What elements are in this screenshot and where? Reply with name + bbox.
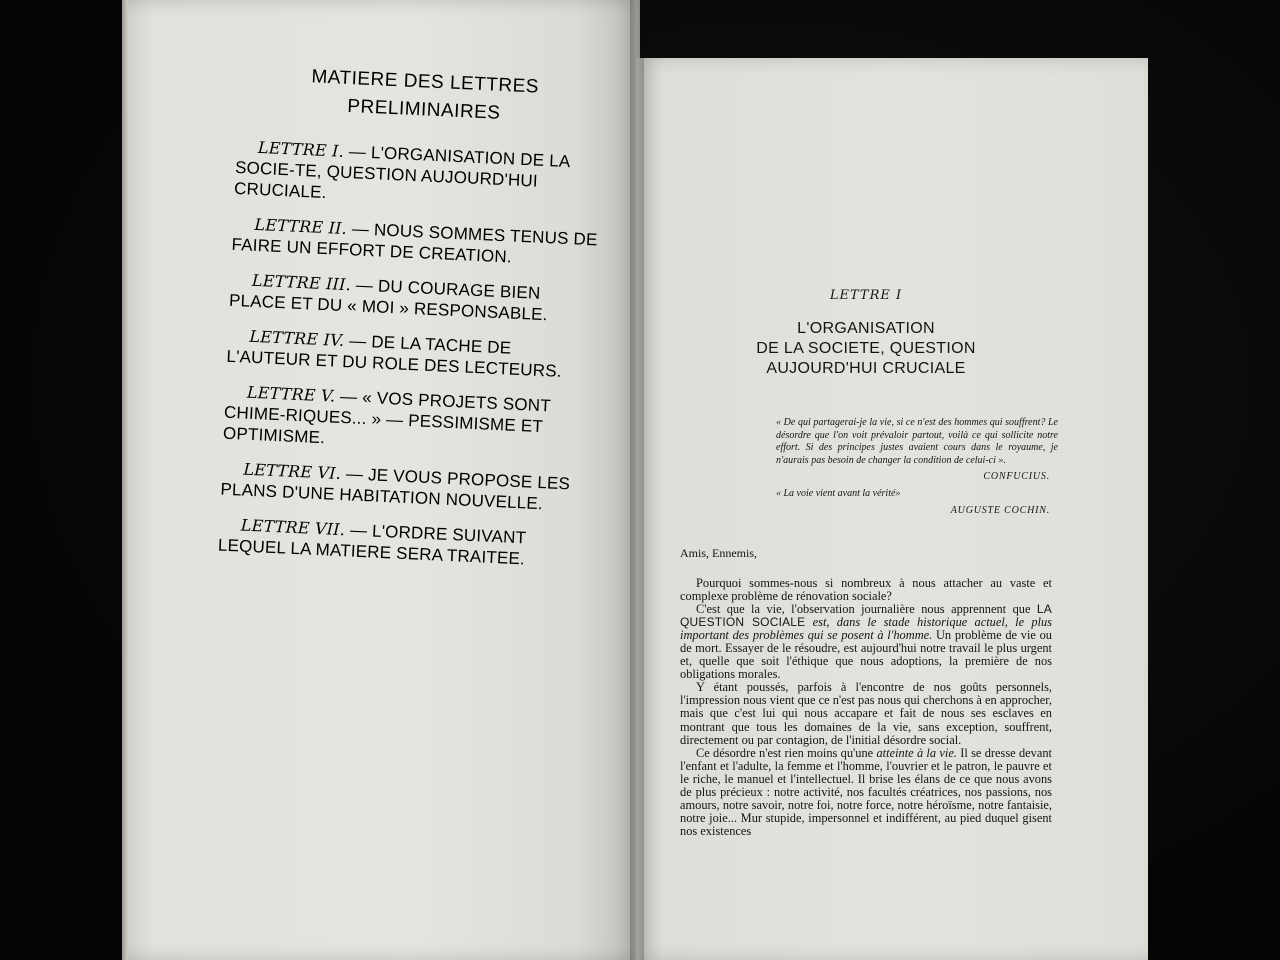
epigraph-attribution: CONFUCIUS.: [983, 471, 1050, 482]
toc-entry-text: DU COURAGE BIEN PLACE ET DU « MOI » RESPONSABLE.: [228, 276, 549, 325]
toc-entry-label: LETTRE VII.: [240, 515, 346, 540]
toc-entry-dash: —: [334, 386, 363, 407]
toc-entry-text: L'ORGANISATION DE LA SOCIE-TE, QUESTION AUJOURD'HUI CRUCIALE.: [233, 143, 570, 203]
toc-entry-dash: —: [343, 141, 372, 163]
body-paragraph: [680, 747, 1052, 839]
body-text-run: C'est que la vie, l'observation journalière nous apprennent que: [696, 601, 1037, 616]
book-gutter: [630, 0, 644, 960]
toc-entry-label: LETTRE V.: [246, 382, 336, 406]
toc-entry: [226, 325, 600, 384]
chapter-kicker: LETTRE I: [829, 288, 903, 303]
toc-entry: [217, 514, 591, 573]
toc-entry-dash: —: [340, 464, 369, 485]
toc-entry-dash: —: [346, 219, 375, 240]
table-of-contents: [217, 60, 612, 586]
toc-entry: [223, 381, 597, 461]
toc-entry-label: LETTRE I.: [257, 137, 345, 161]
body-paragraph: Pourquoi sommes-nous si nombreux à nous attacher au vaste et complexe problème de rénovation sociale?: [680, 575, 1052, 603]
body-paragraph: [680, 603, 1052, 682]
toc-entry-dash: —: [343, 331, 372, 352]
letter-one: [680, 288, 1058, 839]
body-text-italic: est, dans le stade historique actuel, le plus important des problèmes qui se posent à l'homme.: [680, 614, 1052, 642]
body-text: [680, 577, 1052, 839]
toc-title-line1: MATIERE DES LETTRES: [310, 66, 540, 98]
body-text-run: Ce désordre n'est rien moins qu'une: [696, 745, 877, 760]
toc-entry-label: LETTRE III.: [251, 270, 352, 295]
body-text-run: Il se dresse devant l'enfant et l'adulte, la femme et l'homme, l'ouvrier et le patron, le pauvre et le riche, le manuel et l'intellectuel. Il brise les élans de ce que nous avons de plus précieux : notre activité, nos facultés créatrices, nos passions, nos amours, notre savoir, notre foi, notre force, notre héroïsme, notre fantaisie, notre joie... Mur stupide, impersonnel et indifférent, au pied duquel gisent nos existences: [680, 745, 1052, 839]
chapter-title-line3: AUJOURD'HUI CRUCIALE: [766, 360, 966, 377]
toc-entry: [234, 136, 608, 216]
epigraph-quote: « De qui partagerai-je la vie, si ce n'est des hommes qui souffrent? Le désordre que l'on voit prévaloir partout, voilà ce qui sollicite notre effort. Si des principes justes avaient cours dans le royaume, je n'aurais pas besoin de changer la condition de celui-ci ».: [776, 417, 1058, 466]
chapter-title: [680, 319, 1052, 379]
toc-entry-text: L'ORDRE SUIVANT LEQUEL LA MATIERE SERA TRAITEE.: [217, 521, 527, 569]
chapter-title-line1: L'ORGANISATION: [797, 320, 935, 337]
toc-entry-dash: —: [344, 520, 373, 541]
toc-entry-text: NOUS SOMMES TENUS DE FAIRE UN EFFORT DE CREATION.: [231, 220, 598, 267]
toc-entry-label: LETTRE II.: [254, 214, 348, 239]
body-paragraph: Y étant poussés, parfois à l'encontre de nos goûts personnels, l'impression nous vient que ce n'est pas nous qui cherchons à en approcher, mais que c'est lui qui nous accapare et fait de nous ses esclaves en montrant que tous les domaines de la vie, sans exception, souffrent, directement ou par contagion, de l'initial désordre social.: [680, 680, 1052, 747]
chapter-title-line2: DE LA SOCIETE, QUESTION: [756, 340, 976, 357]
toc-entry-label: LETTRE VI.: [243, 459, 342, 484]
body-text-run: Un problème de vie ou de mort. Essayer de le résoudre, est aujourd'hui notre travail le plus urgent et, quelle que soit l'éthique que nous adoptions, la première de nos obligations morales.: [680, 627, 1052, 682]
toc-entry-text: DE LA TACHE DE L'AUTEUR ET DU ROLE DES LECTEURS.: [226, 332, 563, 381]
toc-entry: [229, 269, 603, 328]
body-text-caps: LA QUESTION SOCIALE: [680, 601, 1052, 629]
toc-entry-text: « VOS PROJETS SONT CHIME-RIQUES... » — PESSIMISME ET OPTIMISME.: [222, 387, 551, 448]
toc-entry: [231, 213, 605, 272]
toc-entry: [220, 458, 594, 517]
toc-entry-label: LETTRE IV.: [249, 326, 345, 351]
epigraph-quote: « La voie vient avant la vérité»: [776, 488, 901, 499]
epigraph-attribution: AUGUSTE COCHIN.: [950, 504, 1050, 516]
page-edge: [122, 0, 128, 960]
salutation: Amis, Ennemis,: [680, 545, 757, 560]
toc-entry-text: JE VOUS PROPOSE LES PLANS D'UNE HABITATION NOUVELLE.: [220, 465, 571, 514]
toc-title-line2: PRELIMINAIRES: [346, 95, 501, 124]
toc-entry-dash: —: [350, 275, 379, 296]
body-text-italic: atteinte à la vie.: [876, 745, 957, 760]
